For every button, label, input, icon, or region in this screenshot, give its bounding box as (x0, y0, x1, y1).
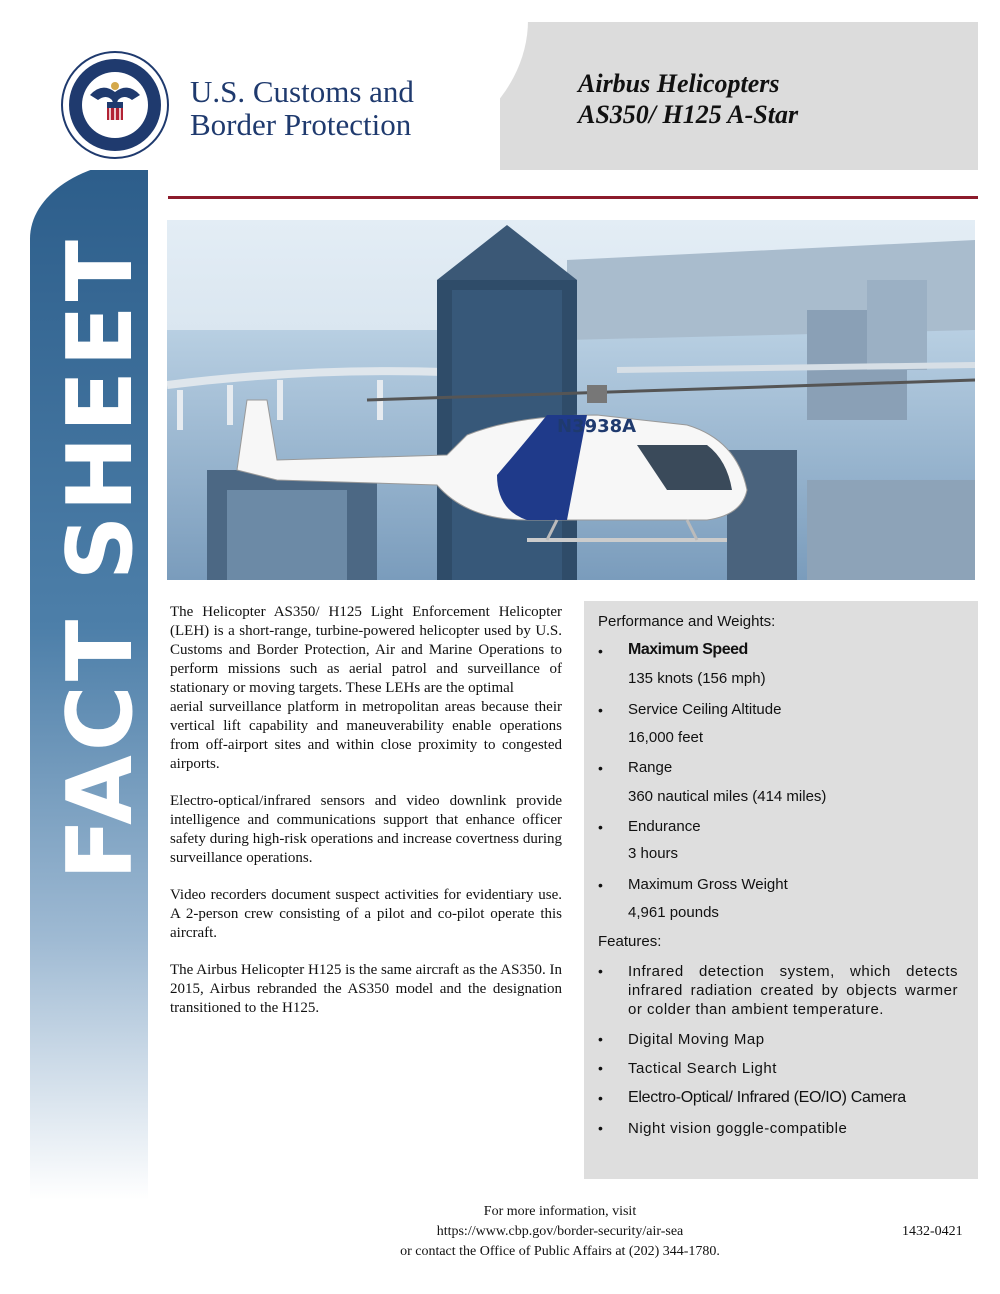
body-paragraph-4: The Airbus Helicopter H125 is the same aircraft as the AS350. In 2015, Airbus rebranded the AS350 model and the designation transitioned to the H125. (170, 962, 562, 1016)
footer-contact (330, 1202, 790, 1262)
spec-label-range: Range (628, 759, 673, 776)
body-paragraph-1 (170, 603, 562, 774)
features-heading: Features: (598, 933, 662, 950)
cbp-seal-icon (60, 50, 170, 160)
feature-moving-map: Digital Moving Map (628, 1031, 765, 1048)
bullet: • (598, 1031, 603, 1047)
spec-value-max-speed: 135 knots (156 mph) (628, 670, 766, 687)
title-line2: AS350/ H125 A-Star (578, 100, 799, 129)
body-text (170, 603, 562, 1036)
spec-value-range: 360 nautical miles (414 miles) (628, 788, 827, 805)
spec-label-max-speed: Maximum Speed (628, 641, 748, 658)
bullet: • (598, 760, 603, 776)
body-paragraph-2: Electro-optical/infrared sensors and video downlink provide intelligence and communications support that enhance officer safety during high-risk operations and increase covertness during surveillance operations. (170, 793, 562, 866)
spec-panel (584, 601, 978, 1179)
spec-value-gross-weight: 4,961 pounds (628, 904, 719, 921)
title-line1: Airbus Helicopters (578, 69, 780, 98)
tail-number: N3938A (557, 416, 637, 437)
fact-sheet-label: FACT SHEET (48, 235, 153, 880)
body-paragraph-1a: The Helicopter AS350/ H125 Light Enforcement Helicopter (LEH) is a short-range, turbine-powered helicopter used by U.S. Customs and Border Protection, Air and Marine Operations to perform missions such as aerial patrol and surveillance of stationary or moving targets. These LEHs are the optimal (170, 604, 562, 696)
bullet: • (598, 877, 603, 893)
body-paragraph-1b: aerial surveillance platform in metropolitan areas because their vertical lift capability and maneuverability enable operations from off-airport sites and within close proximity to congested airports. (170, 699, 562, 772)
header-divider (168, 196, 978, 199)
spec-label-ceiling: Service Ceiling Altitude (628, 701, 782, 718)
footer-line1: For more information, visit (483, 1204, 637, 1219)
bullet: • (598, 819, 603, 835)
org-name-line2: Border Protection (190, 107, 412, 142)
footer-url-link[interactable]: https://www.cbp.gov/border-security/air-sea (436, 1224, 684, 1239)
document-number: 1432-0421 (902, 1224, 963, 1239)
spec-value-ceiling: 16,000 feet (628, 729, 704, 746)
document-title (578, 68, 798, 130)
bullet: • (598, 1060, 603, 1076)
bullet: • (598, 1090, 603, 1106)
feature-eo-camera: Electro-Optical/ Infrared (EO/IO) Camera (628, 1089, 906, 1106)
bullet: • (598, 702, 603, 718)
spec-value-endurance: 3 hours (628, 845, 679, 862)
org-name (190, 75, 414, 141)
footer-line3: or contact the Office of Public Affairs at (202) 344-1780. (400, 1244, 720, 1259)
performance-heading: Performance and Weights: (598, 613, 776, 630)
bullet: • (598, 643, 603, 659)
spec-label-endurance: Endurance (628, 818, 701, 835)
feature-search-light: Tactical Search Light (628, 1060, 777, 1077)
body-paragraph-3: Video recorders document suspect activities for evidentiary use. A 2-person crew consisting of a pilot and co-pilot operate this aircraft. (170, 887, 562, 941)
spec-label-gross-weight: Maximum Gross Weight (628, 876, 788, 893)
org-name-line1: U.S. Customs and (190, 74, 414, 109)
helicopter-photo (167, 220, 975, 580)
bullet: • (598, 1120, 603, 1136)
feature-infrared: Infrared detection system, which detects infrared radiation created by objects warmer or colder than ambient temperature. (628, 963, 958, 1018)
feature-nvg: Night vision goggle-compatible (628, 1120, 848, 1137)
bullet: • (598, 963, 603, 979)
